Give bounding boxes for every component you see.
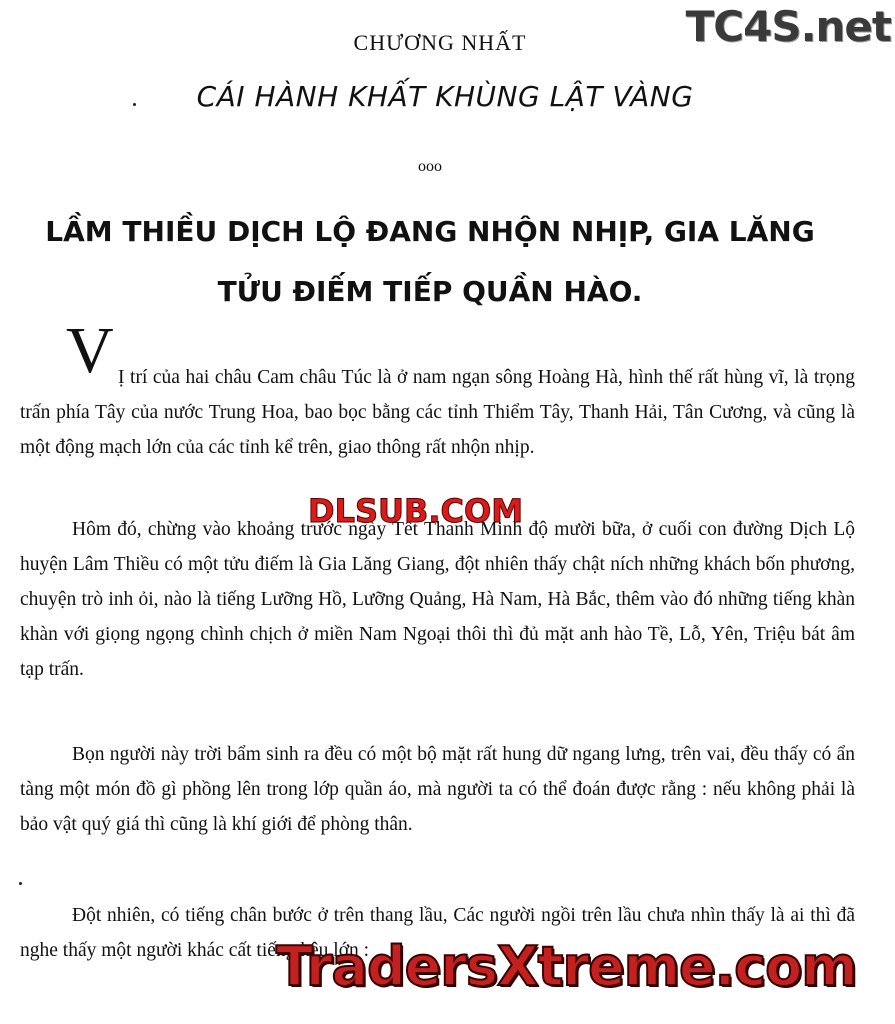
paragraph-2: Hôm đó, chừng vào khoảng trước ngày Tết Thanh Minh độ mười bữa, ở cuối con đường Dịch Lộ huyện Lâm Thiều có một tửu điếm là Gia Lăng Giang, đột nhiên thấy chật ních những khách bốn phương, chuyện trò inh ỏi, nào là tiếng Lưỡng Hồ, Lưỡng Quảng, Hà Nam, Hà Bắc, thêm vào đó những tiếng khàn khàn với giọng ngọng chình chịch ở miền Nam Ngoại thôi thì đủ mặt anh hào Tề, Lỗ, Yên, Triệu bát âm tạp trấn. — [20, 519, 855, 680]
drop-cap: V — [66, 314, 114, 387]
section-heading-line-2: TỬU ĐIẾM TIẾP QUẦN HÀO. — [217, 275, 643, 308]
section-heading-line-1: LẦM THIỀU DỊCH LỘ ĐANG NHỘN NHỊP, GIA LĂNG — [45, 215, 815, 248]
tradersxtreme-watermark: TradersXtreme.com — [276, 935, 857, 998]
dlsub-watermark: DLSUB.COM — [308, 492, 524, 530]
chapter-title: CHƯƠNG NHẤT — [353, 30, 527, 55]
ornament: ooo — [418, 158, 442, 175]
chapter-subtitle: CÁI HÀNH KHẤT KHÙNG LẬT VÀNG — [196, 80, 694, 113]
scan-speck — [133, 103, 136, 106]
tc4s-watermark: TC4S.net — [685, 2, 891, 51]
paragraph-4: Đột nhiên, có tiếng chân bước ở trên thang lầu, Các người ngồi trên lầu chưa nhìn thấy là ai thì đã nghe thấy một người khác cất tiếng kêu lớn : — [20, 905, 855, 961]
paragraph-1: Ị trí của hai châu Cam châu Túc là ở nam ngạn sông Hoàng Hà, hình thế rất hùng vĩ, là trọng trấn phía Tây của nước Trung Hoa, bao bọc bằng các tỉnh Thiểm Tây, Thanh Hải, Tân Cương, và cũng là một động mạch lớn của các tỉnh kể trên, giao thông rất nhộn nhịp. — [20, 367, 855, 458]
paragraph-3: Bọn người này trời bẩm sinh ra đều có một bộ mặt rất hung dữ ngang lưng, trên vai, đều thấy có ẩn tàng một món đồ gì phồng lên trong lớp quần áo, mà người ta có thể đoán được rằng : nếu không phải là bảo vật quý giá thì cũng là khí giới để phòng thân. — [20, 744, 855, 835]
scan-speck — [19, 882, 22, 885]
